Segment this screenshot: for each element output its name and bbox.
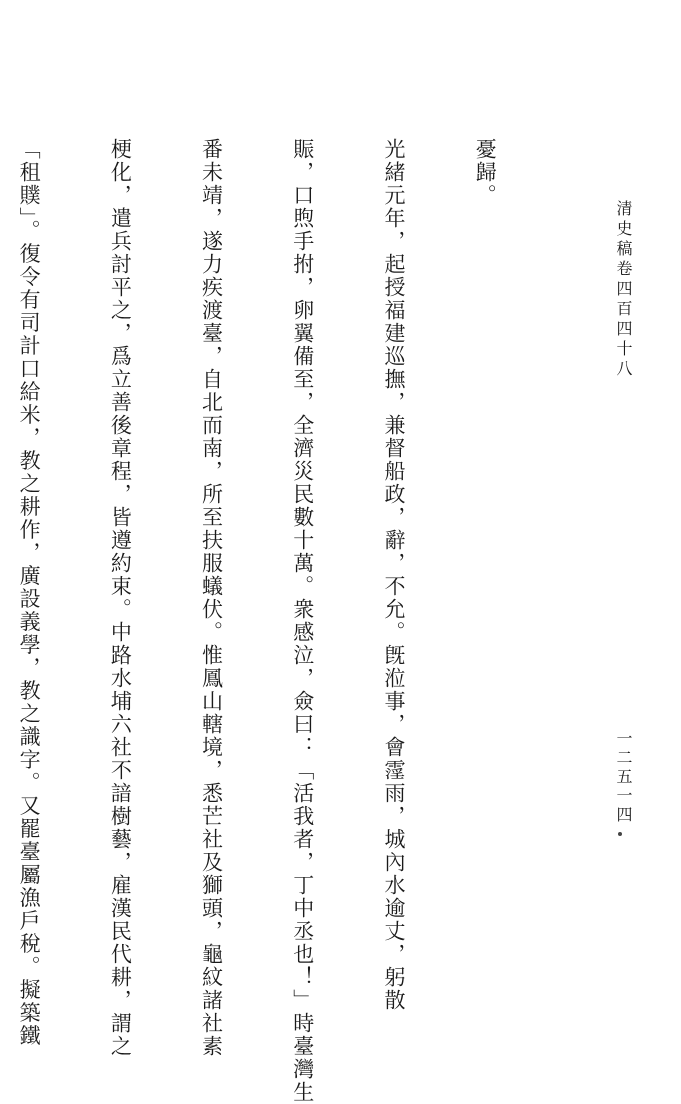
text-line: 光緒元年，起授福建巡撫，兼督船政，辭，不允。旣涖事，會霪雨，城內水逾丈，躬散 [381,138,406,1012]
text-line: 「租贌」。復令有司計口給米，教之耕作，廣設義學，教之識字。又罷臺屬漁戶稅。擬築鐵 [17,138,42,1048]
running-head: 清史稿卷四百四十八 [614,200,633,380]
page-dot-mark [618,832,622,836]
text-line: 番未靖，遂力疾渡臺，自北而南，所至扶服蟻伏。惟鳳山轄境，悉芒社及獅頭，龜紋諸社素 [199,138,224,1058]
text-line: 憂歸。 [473,138,498,207]
page-number: 一二五一四 [614,730,633,825]
text-line: 賑，口煦手拊，卵翼備至，全濟災民數十萬。衆感泣，僉曰：「活我者，丁中丞也！」時臺灣生 [290,138,315,1104]
body-text [17,138,561,1104]
text-line: 梗化，遣兵討平之，爲立善後章程，皆遵約束。中路水埔六社不諳樹藝，雇漢民代耕，謂之 [108,138,133,1058]
